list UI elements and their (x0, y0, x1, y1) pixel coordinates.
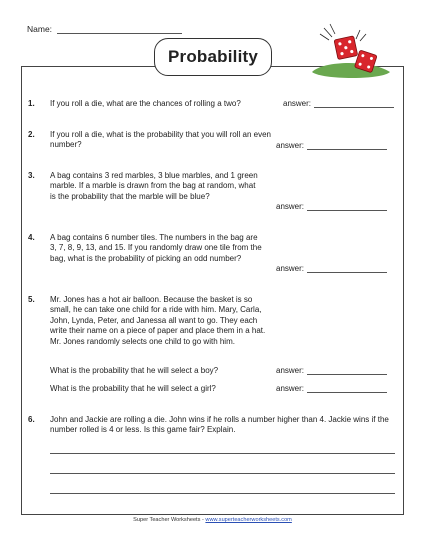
answer-label: answer: (276, 366, 305, 375)
question-number: 3. (28, 171, 35, 180)
dice-icon (302, 20, 394, 82)
answer-label: answer: (276, 264, 305, 273)
question-text: John and Jackie are rolling a die. John wins if he rolls a number higher than 4. Jackie wins if the number rolled is 4 or less. Is this game fair? Explain. (50, 415, 389, 435)
name-row (27, 24, 182, 34)
footer-publisher: Super Teacher Worksheets (133, 517, 201, 523)
question-text: If you roll a die, what is the probability that you will roll an even number? (50, 130, 272, 150)
sub-question-text: What is the probability that he will select a girl? (50, 384, 216, 393)
question-text: Mr. Jones has a hot air balloon. Because the basket is so small, he can take one child for a ride with him. Mary, Carla, John, Lynda, Peter, and Janessa all want to go. They each write their name on a piece of paper and place them in a hat. Mr. Jones randomly selects one child to go with him. (50, 295, 266, 346)
answer-field[interactable] (276, 264, 387, 273)
name-label: Name: (27, 24, 53, 34)
answer-field[interactable] (276, 141, 387, 150)
footer-separator: - (201, 517, 204, 523)
writing-line[interactable] (50, 473, 395, 474)
writing-line[interactable] (50, 493, 395, 494)
question-number: 5. (28, 295, 35, 304)
question-number: 2. (28, 130, 35, 139)
answer-label: answer: (276, 141, 305, 150)
name-line[interactable] (57, 24, 182, 34)
answer-label: answer: (283, 99, 312, 108)
writing-line[interactable] (50, 453, 395, 454)
question-text: If you roll a die, what are the chances of rolling a two? (50, 99, 241, 108)
question-number: 1. (28, 99, 35, 108)
sub-question-text: What is the probability that he will select a boy? (50, 366, 219, 375)
footer (0, 517, 425, 523)
answer-label: answer: (276, 202, 305, 211)
footer-link[interactable]: www.superteacherworksheets.com (205, 517, 292, 523)
answer-field[interactable] (283, 99, 394, 108)
question-number: 4. (28, 233, 35, 242)
answer-field[interactable] (276, 384, 387, 393)
page-title: Probability (154, 38, 272, 76)
answer-field[interactable] (276, 202, 387, 211)
answer-label: answer: (276, 384, 305, 393)
question-number: 6. (28, 415, 35, 424)
question-text: A bag contains 3 red marbles, 3 blue marbles, and 1 green marble. If a marble is drawn from the bag at random, what is the probability that the marble will be blue? (50, 171, 258, 201)
answer-field[interactable] (276, 366, 387, 375)
question-text: A bag contains 6 number tiles. The numbers in the bag are 3, 7, 8, 9, 13, and 15. If you randomly draw one tile from the bag, what is the probability of picking an odd number? (50, 233, 262, 263)
